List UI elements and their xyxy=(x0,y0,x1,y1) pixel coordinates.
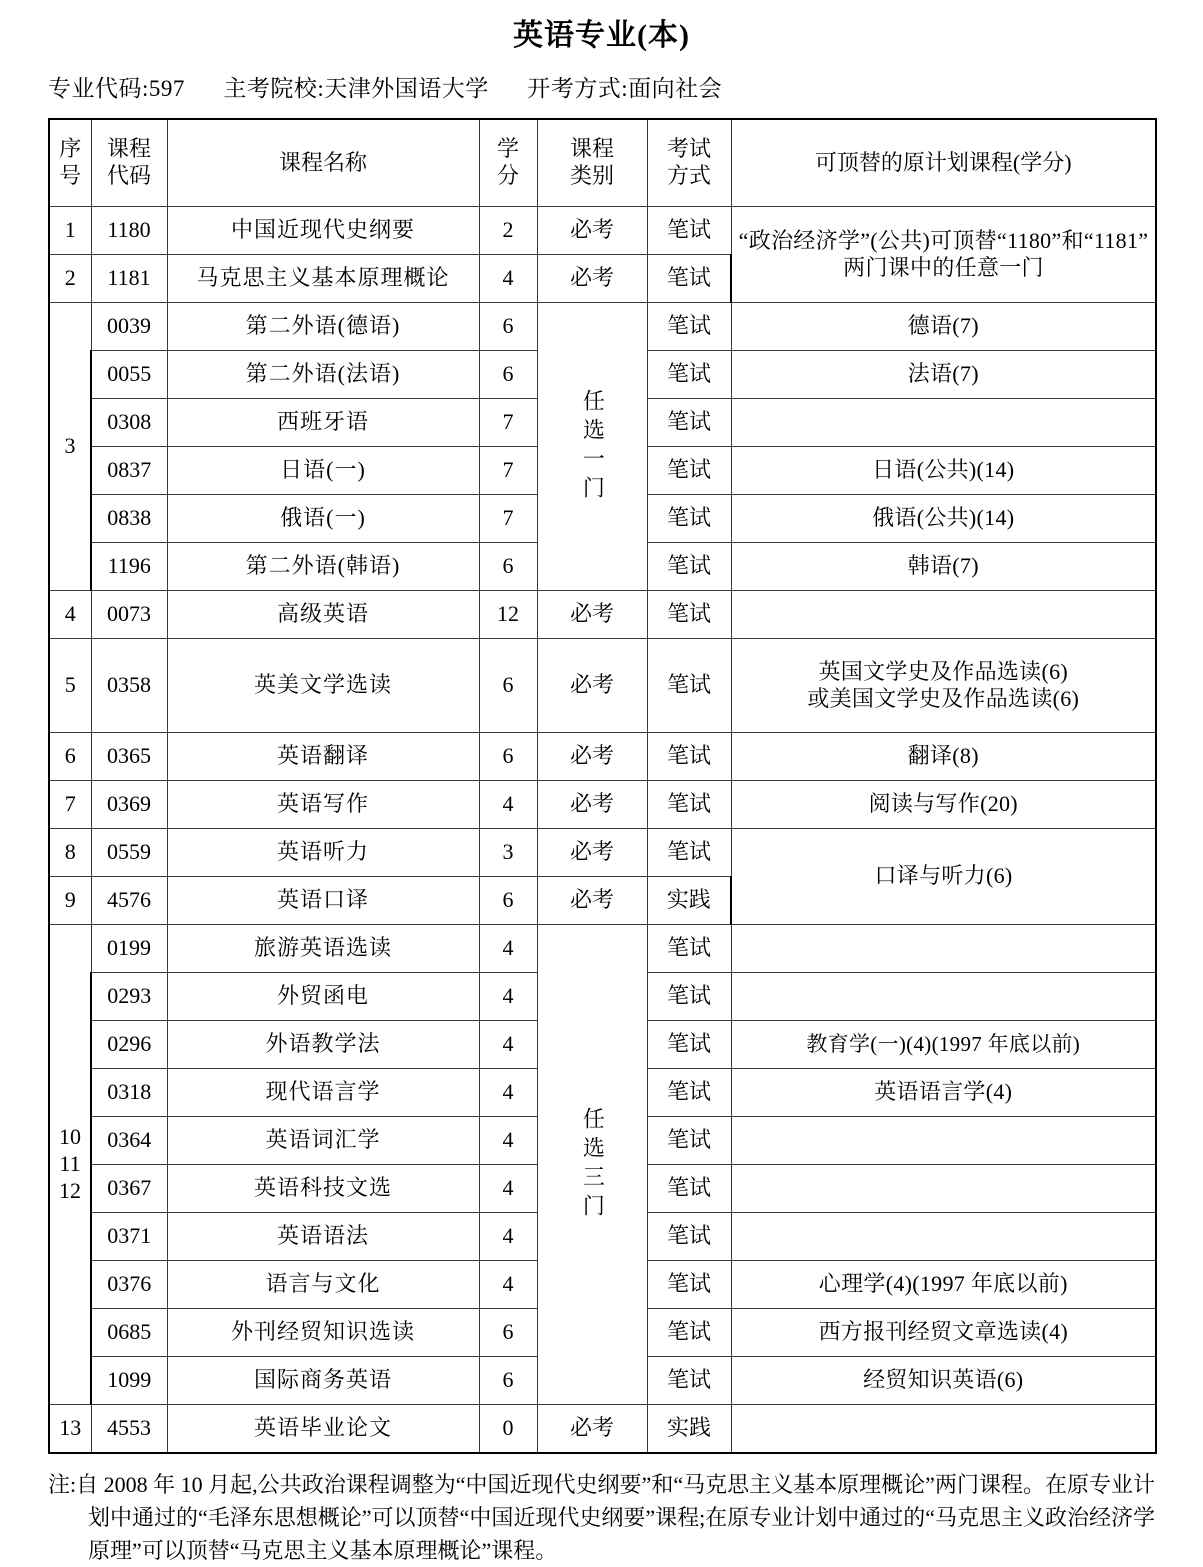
merged-row-no-group3: 3 xyxy=(49,303,91,591)
row-replacement: 英语语言学(4) xyxy=(731,1069,1156,1117)
exam-mode: 开考方式:面向社会 xyxy=(527,76,723,101)
row-credit: 4 xyxy=(479,925,537,973)
row-credit: 6 xyxy=(479,877,537,925)
row-replacement: 日语(公共)(14) xyxy=(731,447,1156,495)
column-header-code xyxy=(91,119,167,207)
row-replacement: 经贸知识英语(6) xyxy=(731,1357,1156,1405)
column-header-credit-line2: 分 xyxy=(496,163,519,188)
column-header-credit xyxy=(479,119,537,207)
row-code: 0365 xyxy=(91,733,167,781)
row-replacement xyxy=(731,973,1156,1021)
row-replacement xyxy=(731,639,1156,733)
row-name: 国际商务英语 xyxy=(167,1357,479,1405)
row-code: 1180 xyxy=(91,207,167,255)
footer-note xyxy=(48,1468,1155,1567)
column-header-replacement: 可顶替的原计划课程(学分) xyxy=(731,119,1156,207)
row-type: 必考 xyxy=(537,1405,647,1454)
row-type: 必考 xyxy=(537,781,647,829)
column-header-exam xyxy=(647,119,731,207)
column-header-type-line1: 课程 xyxy=(569,136,614,162)
merged-no-11: 11 xyxy=(59,1151,81,1177)
column-header-exam-line1: 考试 xyxy=(666,136,711,162)
row-exam: 笔试 xyxy=(647,543,731,591)
row-name: 英语翻译 xyxy=(167,733,479,781)
merged-elective-one-label: 任选一门 xyxy=(537,303,647,591)
table-row xyxy=(49,781,1156,829)
row-code: 0039 xyxy=(91,303,167,351)
row-replacement xyxy=(731,1405,1156,1454)
row-replacement xyxy=(731,925,1156,973)
row-credit: 4 xyxy=(479,255,537,303)
row-exam: 实践 xyxy=(647,1405,731,1454)
row-exam: 笔试 xyxy=(647,351,731,399)
row-code: 0293 xyxy=(91,973,167,1021)
row-code: 0364 xyxy=(91,1117,167,1165)
row-credit: 2 xyxy=(479,207,537,255)
row-name: 高级英语 xyxy=(167,591,479,639)
row-no: 4 xyxy=(49,591,91,639)
major-code: 专业代码:597 xyxy=(48,76,185,101)
row-replacement xyxy=(731,591,1156,639)
row-name: 中国近现代史纲要 xyxy=(167,207,479,255)
row-exam: 笔试 xyxy=(647,781,731,829)
table-row xyxy=(49,1405,1156,1454)
row-no: 7 xyxy=(49,781,91,829)
row-type: 必考 xyxy=(537,829,647,877)
row-exam: 笔试 xyxy=(647,1357,731,1405)
row-exam: 笔试 xyxy=(647,1213,731,1261)
row-replacement xyxy=(731,1213,1156,1261)
table-row xyxy=(49,207,1156,255)
document-subtitle xyxy=(48,70,1203,103)
row-replacement: 法语(7) xyxy=(731,351,1156,399)
row-replacement: 心理学(4)(1997 年底以前) xyxy=(731,1261,1156,1309)
row-no: 13 xyxy=(49,1405,91,1454)
row-credit: 4 xyxy=(479,973,537,1021)
row-no: 5 xyxy=(49,639,91,733)
row-no: 6 xyxy=(49,733,91,781)
row-exam: 笔试 xyxy=(647,829,731,877)
row-name: 英语科技文选 xyxy=(167,1165,479,1213)
row-credit: 6 xyxy=(479,351,537,399)
row-name: 俄语(一) xyxy=(167,495,479,543)
row-credit: 6 xyxy=(479,733,537,781)
table-row xyxy=(49,639,1156,733)
table-header-row xyxy=(49,119,1156,207)
row-code: 0308 xyxy=(91,399,167,447)
row-exam: 笔试 xyxy=(647,399,731,447)
row-credit: 4 xyxy=(479,1117,537,1165)
row-credit: 6 xyxy=(479,303,537,351)
row-name: 英语听力 xyxy=(167,829,479,877)
row-no: 8 xyxy=(49,829,91,877)
row-replacement xyxy=(731,399,1156,447)
row-credit: 6 xyxy=(479,639,537,733)
row-code: 4576 xyxy=(91,877,167,925)
merged-no-12: 12 xyxy=(59,1177,81,1203)
row-replacement: 俄语(公共)(14) xyxy=(731,495,1156,543)
row-exam: 笔试 xyxy=(647,447,731,495)
row-name: 西班牙语 xyxy=(167,399,479,447)
row-replacement xyxy=(731,1165,1156,1213)
course-plan-table xyxy=(48,118,1157,1454)
row-name: 英语写作 xyxy=(167,781,479,829)
row-type: 必考 xyxy=(537,877,647,925)
column-header-no xyxy=(49,119,91,207)
row-exam: 笔试 xyxy=(647,733,731,781)
row-exam: 笔试 xyxy=(647,1309,731,1357)
row-code: 0318 xyxy=(91,1069,167,1117)
row-credit: 7 xyxy=(479,495,537,543)
row-code: 4553 xyxy=(91,1405,167,1454)
row-credit: 6 xyxy=(479,1309,537,1357)
merged-row-no-group10 xyxy=(49,925,91,1405)
row-name: 外贸函电 xyxy=(167,973,479,1021)
merged-no-10: 10 xyxy=(59,1124,81,1150)
column-header-code-line2: 代码 xyxy=(106,163,151,188)
row-credit: 4 xyxy=(479,1021,537,1069)
row-credit: 0 xyxy=(479,1405,537,1454)
row-replacement: 德语(7) xyxy=(731,303,1156,351)
row-exam: 笔试 xyxy=(647,1069,731,1117)
row-code: 0371 xyxy=(91,1213,167,1261)
row-code: 0837 xyxy=(91,447,167,495)
column-header-code-line1: 课程 xyxy=(106,136,151,162)
table-row xyxy=(49,925,1156,973)
column-header-course-name: 课程名称 xyxy=(167,119,479,207)
row-name: 第二外语(德语) xyxy=(167,303,479,351)
column-header-type-line2: 类别 xyxy=(569,163,614,188)
row-name: 第二外语(法语) xyxy=(167,351,479,399)
column-header-no-line2: 号 xyxy=(59,163,82,188)
row-exam: 笔试 xyxy=(647,591,731,639)
row-credit: 6 xyxy=(479,1357,537,1405)
row-type: 必考 xyxy=(537,733,647,781)
row-credit: 6 xyxy=(479,543,537,591)
row-replacement: 西方报刊经贸文章选读(4) xyxy=(731,1309,1156,1357)
column-header-credit-line1: 学 xyxy=(496,136,519,162)
row-credit: 4 xyxy=(479,1261,537,1309)
row-name: 英语毕业论文 xyxy=(167,1405,479,1454)
host-school: 主考院校:天津外国语大学 xyxy=(223,76,489,101)
row-no: 1 xyxy=(49,207,91,255)
row-code: 0369 xyxy=(91,781,167,829)
table-row xyxy=(49,829,1156,877)
row-credit: 7 xyxy=(479,399,537,447)
row-credit: 12 xyxy=(479,591,537,639)
row-code: 0199 xyxy=(91,925,167,973)
row-code: 0685 xyxy=(91,1309,167,1357)
merged-interpretation-listening: 口译与听力(6) xyxy=(731,829,1156,925)
row-name: 第二外语(韩语) xyxy=(167,543,479,591)
row-type: 必考 xyxy=(537,207,647,255)
row-name: 英语语法 xyxy=(167,1213,479,1261)
row-code: 0367 xyxy=(91,1165,167,1213)
row-name: 语言与文化 xyxy=(167,1261,479,1309)
row-exam: 笔试 xyxy=(647,1021,731,1069)
row-type: 必考 xyxy=(537,639,647,733)
row-no: 9 xyxy=(49,877,91,925)
row-code: 0055 xyxy=(91,351,167,399)
row-credit: 7 xyxy=(479,447,537,495)
row-exam: 笔试 xyxy=(647,925,731,973)
row-exam: 笔试 xyxy=(647,639,731,733)
replacement-line-1: 英国文学史及作品选读(6) xyxy=(818,658,1069,684)
column-header-type xyxy=(537,119,647,207)
row-code: 0559 xyxy=(91,829,167,877)
row-exam: 笔试 xyxy=(647,255,731,303)
row-name: 外语教学法 xyxy=(167,1021,479,1069)
row-credit: 4 xyxy=(479,781,537,829)
row-name: 英语词汇学 xyxy=(167,1117,479,1165)
table-row xyxy=(49,733,1156,781)
replacement-line-2: 或美国文学史及作品选读(6) xyxy=(807,685,1080,711)
page-title: 英语专业(本) xyxy=(513,19,690,52)
row-replacement xyxy=(731,1117,1156,1165)
row-type: 必考 xyxy=(537,255,647,303)
row-code: 0376 xyxy=(91,1261,167,1309)
merged-elective-three-label: 任选三门 xyxy=(537,925,647,1405)
row-exam: 实践 xyxy=(647,877,731,925)
row-name: 外刊经贸知识选读 xyxy=(167,1309,479,1357)
row-exam: 笔试 xyxy=(647,1165,731,1213)
document-page xyxy=(0,18,1203,1563)
row-exam: 笔试 xyxy=(647,973,731,1021)
row-credit: 4 xyxy=(479,1165,537,1213)
row-credit: 4 xyxy=(479,1213,537,1261)
row-code: 0073 xyxy=(91,591,167,639)
footer-note-text xyxy=(48,1468,1155,1567)
row-exam: 笔试 xyxy=(647,303,731,351)
row-exam: 笔试 xyxy=(647,495,731,543)
row-name: 马克思主义基本原理概论 xyxy=(167,255,479,303)
row-no: 2 xyxy=(49,255,91,303)
row-name: 日语(一) xyxy=(167,447,479,495)
column-header-no-line1: 序 xyxy=(59,136,82,162)
row-credit: 3 xyxy=(479,829,537,877)
footer-note-body: 自 2008 年 10 月起,公共政治课程调整为“中国近现代史纲要”和“马克思主义基本原理概论”两门课程。在原专业计划中通过的“毛泽东思想概论”可以顶替“中国近现代史纲要”课程;在原专业计划中通过的“马克思主义政治经济学原理”可以顶替“马克思主义基本原理概论”课程。 xyxy=(76,1472,1155,1563)
row-name: 现代语言学 xyxy=(167,1069,479,1117)
row-code: 0296 xyxy=(91,1021,167,1069)
row-code: 0838 xyxy=(91,495,167,543)
row-replacement: 翻译(8) xyxy=(731,733,1156,781)
row-type: 必考 xyxy=(537,591,647,639)
row-exam: 笔试 xyxy=(647,207,731,255)
row-credit: 4 xyxy=(479,1069,537,1117)
row-name: 旅游英语选读 xyxy=(167,925,479,973)
row-replacement: 教育学(一)(4)(1997 年底以前) xyxy=(731,1021,1156,1069)
merged-politics-replacement: “政治经济学”(公共)可顶替“1180”和“1181”两门课中的任意一门 xyxy=(731,207,1156,303)
row-name: 英美文学选读 xyxy=(167,639,479,733)
row-code: 1181 xyxy=(91,255,167,303)
column-header-exam-line2: 方式 xyxy=(666,163,711,188)
row-code: 0358 xyxy=(91,639,167,733)
table-row xyxy=(49,591,1156,639)
row-code: 1196 xyxy=(91,543,167,591)
table-row xyxy=(49,303,1156,351)
footer-note-prefix: 注: xyxy=(48,1472,77,1497)
row-code: 1099 xyxy=(91,1357,167,1405)
row-replacement: 韩语(7) xyxy=(731,543,1156,591)
row-exam: 笔试 xyxy=(647,1261,731,1309)
row-exam: 笔试 xyxy=(647,1117,731,1165)
row-name: 英语口译 xyxy=(167,877,479,925)
row-replacement: 阅读与写作(20) xyxy=(731,781,1156,829)
